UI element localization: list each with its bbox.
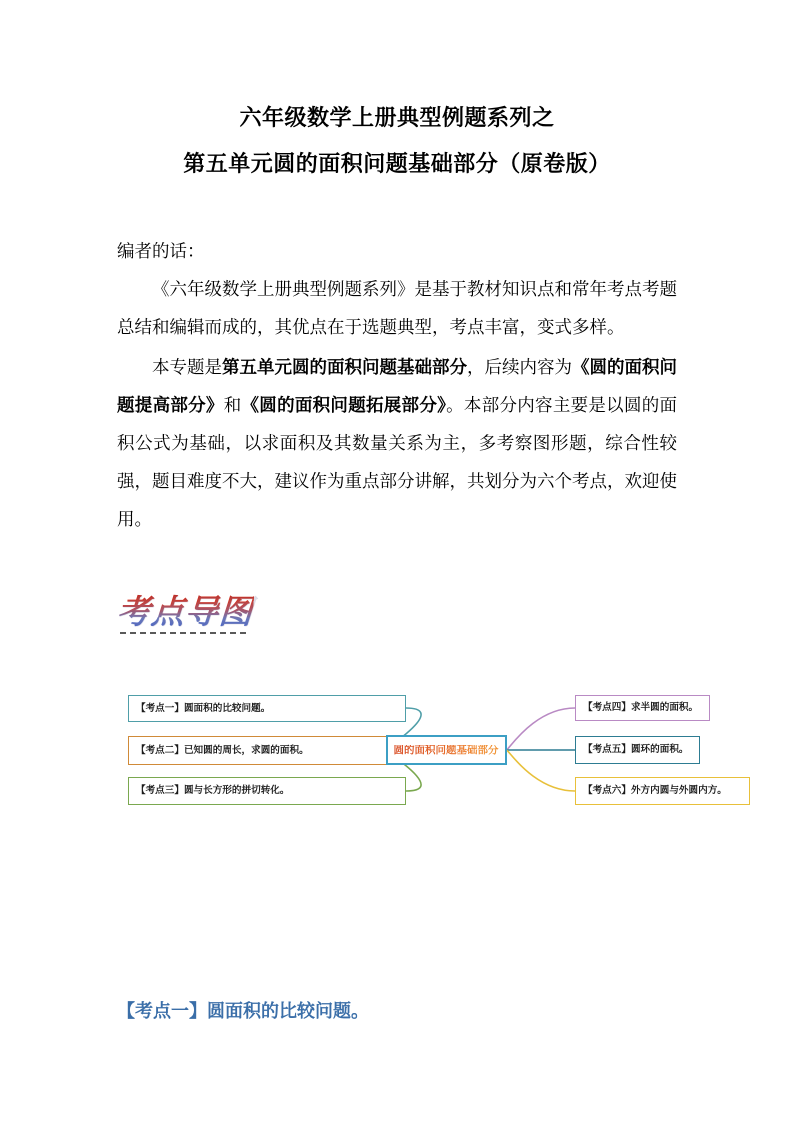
mindmap-diagram bbox=[120, 680, 770, 820]
mindmap-node-kaodian-3[interactable] bbox=[128, 777, 406, 805]
topic-paragraph-seg-2-bold: 第五单元圆的面积问题基础部分 bbox=[222, 357, 467, 377]
editor-note-label: 编者的话： bbox=[117, 241, 205, 261]
topic-paragraph bbox=[117, 348, 677, 538]
section-heading-kaodian-1: 【考点一】圆面积的比较问题。 bbox=[117, 1001, 369, 1021]
connector-right-3 bbox=[507, 750, 576, 791]
topic-paragraph-seg-6-bold: 《圆的面积问题拓展部分》 bbox=[241, 395, 447, 415]
mindmap-section-wordart-text: 考点导图 bbox=[115, 592, 255, 631]
mindmap-node-kaodian-1-label: 【考点一】圆面积的比较问题。 bbox=[136, 702, 271, 714]
mindmap-node-kaodian-5-label: 【考点五】圆环的面积。 bbox=[583, 744, 689, 756]
mindmap-node-kaodian-2[interactable] bbox=[128, 736, 406, 765]
mindmap-center-node-label: 圆的面积问题基础部分 bbox=[393, 743, 499, 756]
mindmap-node-kaodian-3-label: 【考点三】圆与长方形的拼切转化。 bbox=[136, 785, 290, 797]
mindmap-node-kaodian-6[interactable] bbox=[575, 777, 750, 805]
mindmap-node-kaodian-2-label: 【考点二】已知圆的周长，求圆的面积。 bbox=[136, 744, 309, 756]
connector-right-1 bbox=[507, 708, 576, 750]
mindmap-node-kaodian-4[interactable] bbox=[575, 695, 710, 721]
topic-paragraph-seg-7: 。本部分内容主要是以圆的面积公式为基础，以求面积及其数量关系为主，多考察图形题，综合性较强，题目难度不大，建议作为重点部分讲解，共划分为六个考点，欢迎使用。 bbox=[117, 395, 678, 529]
mindmap-node-kaodian-4-label: 【考点四】求半圆的面积。 bbox=[583, 702, 699, 714]
topic-paragraph-seg-1: 本专题是 bbox=[152, 357, 222, 377]
topic-paragraph-seg-5: 和 bbox=[223, 395, 242, 415]
mindmap-section-wordart bbox=[117, 592, 317, 644]
wordart-dashed-underline bbox=[120, 632, 246, 634]
mindmap-node-kaodian-5[interactable] bbox=[575, 736, 700, 764]
mindmap-center-node[interactable] bbox=[386, 735, 507, 765]
intro-paragraph: 《六年级数学上册典型例题系列》是基于教材知识点和常年考点考题总结和编辑而成的，其优点在于选题典型，考点丰富，变式多样。 bbox=[117, 279, 677, 337]
mindmap-node-kaodian-6-label: 【考点六】外方内圆与外圆内方。 bbox=[583, 785, 727, 797]
mindmap-node-kaodian-1[interactable] bbox=[128, 695, 406, 722]
topic-paragraph-seg-3: ，后续内容为 bbox=[467, 357, 572, 377]
topic-paragraph-seg-4-bold: 《圆的面积问题提高部分》 bbox=[117, 357, 677, 415]
document-title-line-1: 六年级数学上册典型例题系列之 bbox=[239, 105, 555, 130]
document-title-line-2: 第五单元圆的面积问题基础部分（原卷版） bbox=[183, 151, 611, 176]
